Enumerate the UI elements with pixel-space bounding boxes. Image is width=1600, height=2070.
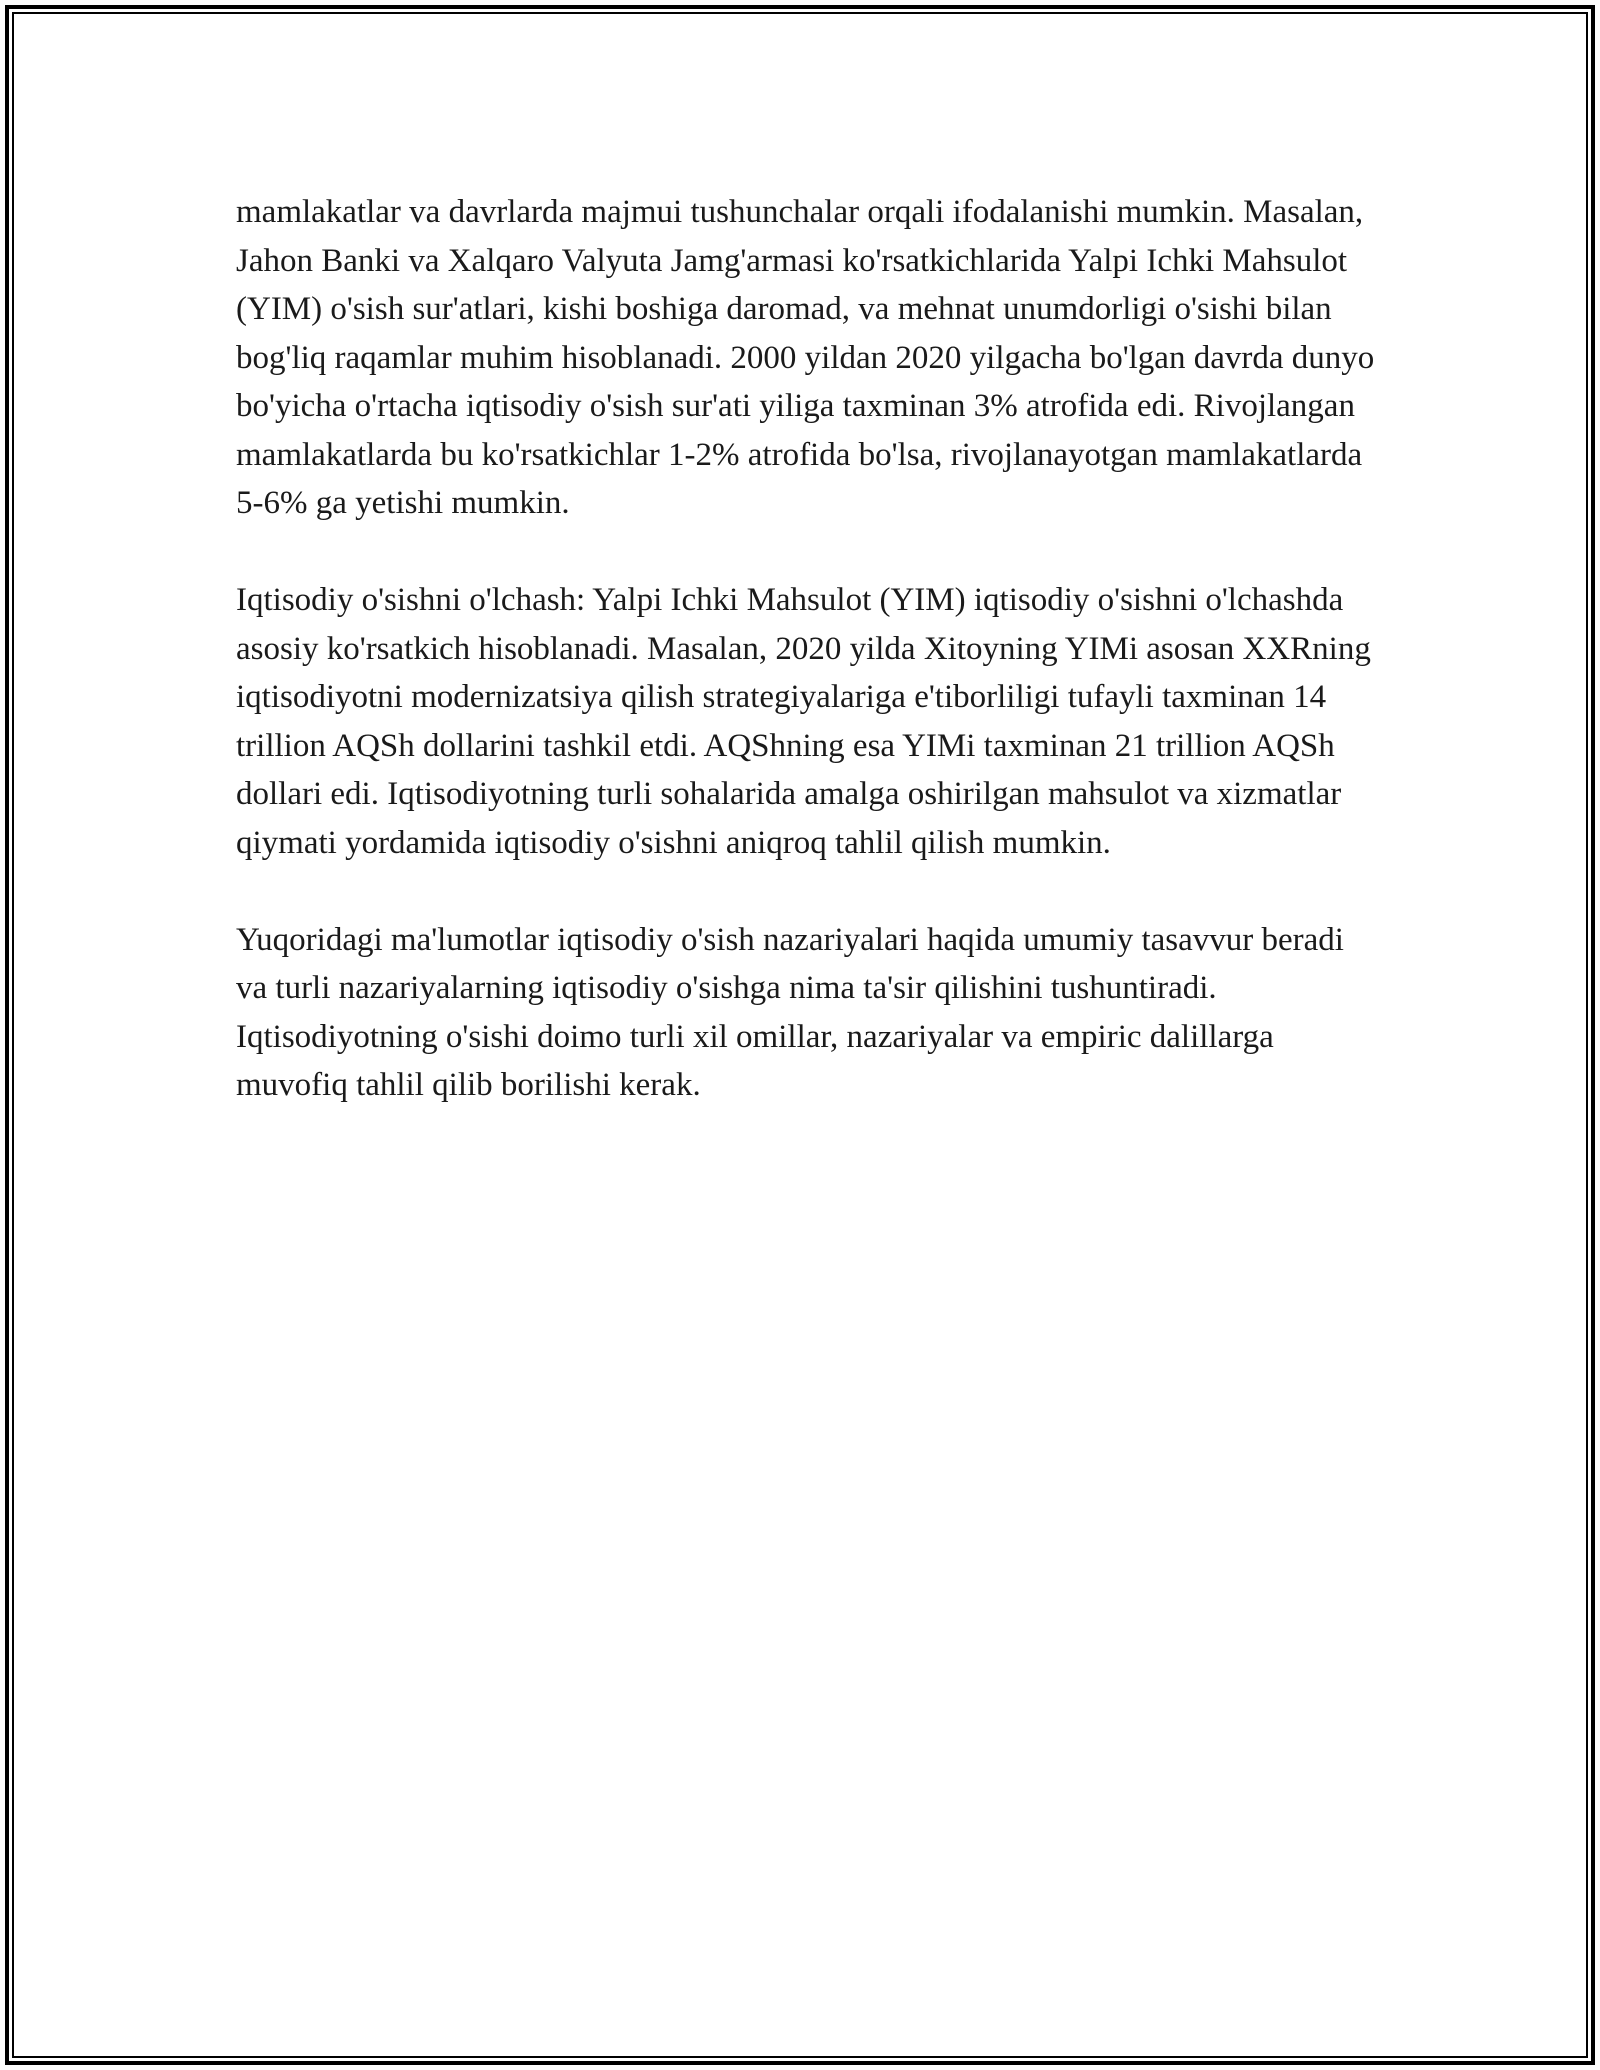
paragraph-1: mamlakatlar va davrlarda majmui tushunchalar orqali ifodalanishi mumkin. Masalan, Jahon Banki va Xalqaro Valyuta Jamg'armasi ko'rsatkichlarida Yalpi Ichki Mahsulot (YIM) o'sish sur'atlari, kishi boshiga daromad, va mehnat unumdorligi o'sishi bilan bog'liq raqamlar muhim hisoblanadi. 2000 yildan 2020 yilgacha bo'lgan davrda dunyo bo'yicha o'rtacha iqtisodiy o'sish sur'ati yiliga taxminan 3% atrofida edi. Rivojlangan mamlakatlarda bu ko'rsatkichlar 1-2% atrofida bo'lsa, rivojlanayotgan mamlakatlarda 5-6% ga yetishi mumkin. <box>236 194 1375 521</box>
paragraph-3: Yuqoridagi ma'lumotlar iqtisodiy o'sish nazariyalari haqida umumiy tasavvur beradi va turli nazariyalarning iqtisodiy o'sishga nima ta'sir qilishini tushuntiradi. Iqtisodiyotning o'sishi doimo turli xil omillar, nazariyalar va empiric dalillarga muvofiq tahlil qilib borilishi kerak. <box>236 921 1344 1103</box>
document-body <box>236 188 1376 1158</box>
paragraph-2: Iqtisodiy o'sishni o'lchash: Yalpi Ichki Mahsulot (YIM) iqtisodiy o'sishni o'lchashda asosiy ko'rsatkich hisoblanadi. Masalan, 2020 yilda Xitoyning YIMi asosan XXRning iqtisodiyotni modernizatsiya qilish strategiyalariga e'tiborliligi tufayli taxminan 14 trillion AQSh dollarini tashkil etdi. AQShning esa YIMi taxminan 21 trillion AQSh dollari edi. Iqtisodiyotning turli sohalarida amalga oshirilgan mahsulot va xizmatlar qiymati yordamida iqtisodiy o'sishni aniqroq tahlil qilish mumkin. <box>236 582 1371 861</box>
